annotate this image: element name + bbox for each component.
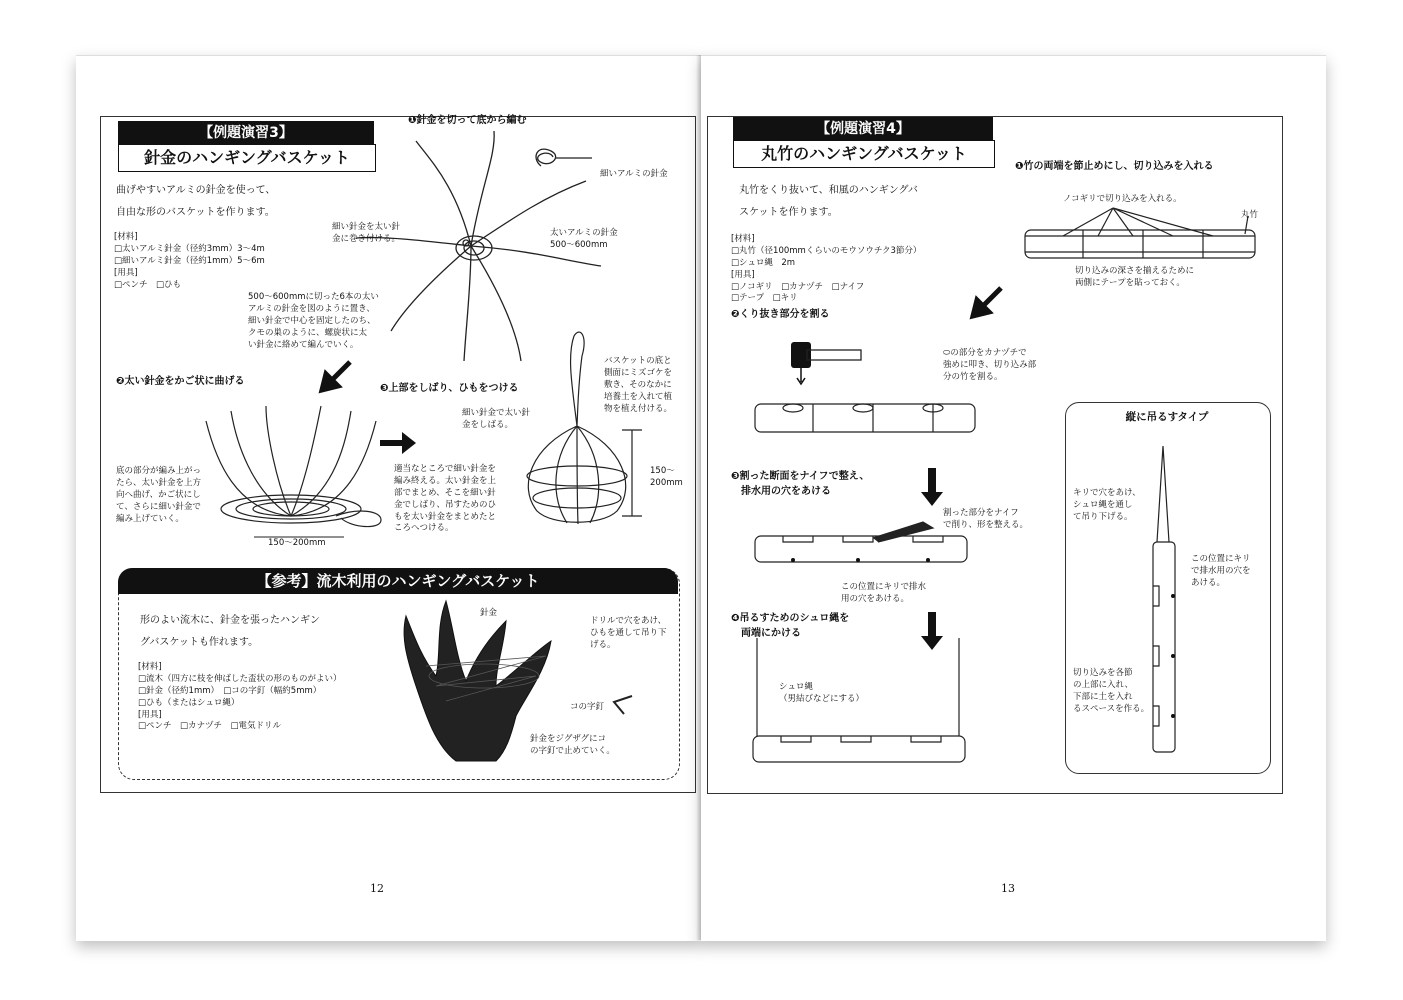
right-materials: [材料] □丸竹（径100mmくらいのモウソウチク3節分） □シュロ縄 2m [用具] □ノコギリ □カナヅチ □ナイフ □テープ □キリ (731, 234, 922, 304)
step4-rope-label: シュロ縄 （男結びなどにする） (779, 682, 865, 704)
right-step3-heading: ❸割った断面をナイフで整え、 排水用の穴をあける (731, 471, 870, 497)
bamboo-carved-illustration (753, 516, 973, 566)
vertical-type-title: 縦に吊るすタイプ (1125, 411, 1209, 423)
ref-label-nail: コの字釘 (570, 702, 605, 712)
step3-moss-note: バスケットの底と 側面にミズゴケを 敷き、そのなかに 培養土を入れて植 物を植え付ける。 (604, 356, 673, 414)
right-badge: 【例題演習4】 (733, 117, 993, 141)
left-step1-heading: ❶針金を切って底から編む (408, 115, 527, 126)
step1-note: 500～600mmに切った6本の太い アルミの針金を図のように置き、 細い針金で中心を固定したのち、 クモの巣のように、螺旋状に太 い針金に絡めて編んでいく。 (248, 292, 379, 350)
right-page-number: 13 (1001, 882, 1015, 895)
right-step2-heading: ❷くり抜き部分を割る (731, 309, 830, 320)
step2-note: 底の部分が編み上がっ たら、太い針金を上方 向へ曲げ、かご状にし て、さらに細い針金で 編み上げていく。 (116, 466, 202, 524)
right-title: 丸竹のハンギングバスケット (733, 140, 995, 168)
left-title: 針金のハンギングバスケット (118, 144, 376, 172)
left-step3-heading: ❸上部をしばり、ひもをつける (380, 383, 519, 394)
step2-note: ⬭の部分をカナヅチで 強めに叩き、切り込み部 分の竹を割る。 (943, 348, 1037, 382)
step1-note: 切り込みの深さを揃えるために 両側にテープを貼っておく。 (1075, 266, 1195, 288)
label-thick-wire: 太いアルミの針金 500～600mm (550, 228, 618, 250)
hammer-icon (789, 338, 869, 388)
left-badge: 【例題演習3】 (118, 121, 374, 145)
ref-label-zigzag: 針金をジグザグにコ の字釘で止めていく。 (530, 734, 615, 756)
step1-label-saw: ノコギリで切り込みを入れる。 (1063, 194, 1182, 204)
right-intro: 丸竹をくり抜いて、和風のハンギングバ スケットを作ります。 (739, 185, 918, 218)
vertical-note-1: キリで穴をあけ、 シュロ縄を通し て吊り下げる。 (1073, 488, 1141, 522)
left-page-number: 12 (370, 882, 384, 895)
vertical-note-3: 切り込みを各節 の上部に入れ、 下部に土を入れ るスペースを作る。 (1073, 668, 1150, 714)
left-intro: 曲げやすいアルミの針金を使って、 自由な形のバスケットを作ります。 (116, 185, 276, 218)
left-step2-heading: ❷太い針金をかご状に曲げる (116, 376, 245, 387)
reference-materials: [材料] □流木（四方に枝を伸ばした盃状の形のものがよい） □針金（径約1mm） □コの字釘（幅約5mm） □ひも（またはシュロ縄） [用具] □ペンチ □カナヅチ □電気ドリル (138, 662, 342, 732)
dim-line (254, 534, 344, 540)
left-materials: [材料] □太いアルミ針金（径約3mm）3～4m □細いアルミ針金（径約1mm）5～6m [用具] □ペンチ □ひも (114, 232, 265, 290)
bamboo-split-illustration (753, 396, 978, 436)
right-step1-heading: ❶竹の両端を節止めにし、切り込みを入れる (1015, 161, 1214, 172)
vertical-note-2: この位置にキリ で排水用の穴を あける。 (1191, 554, 1251, 588)
bamboo-cut-illustration (1023, 206, 1257, 266)
arrow-down-left-icon (320, 358, 354, 392)
step3-label-tie: 細い針金で太い針 金をしばる。 (462, 408, 531, 430)
step3-hole-note: この位置にキリで排水 用の穴をあける。 (841, 582, 927, 604)
ref-label-wire: 針金 (480, 608, 498, 618)
left-page (76, 55, 701, 941)
right-step4-heading: ❹吊るすためのシュロ縄を 両端にかける (731, 613, 850, 639)
label-thin-wire: 細いアルミの針金 (600, 169, 668, 179)
arrow-down-icon (921, 468, 943, 506)
ref-label-drill: ドリルで穴をあけ、 ひもを通して吊り下 げる。 (590, 616, 667, 650)
step3-note: 割った部分をナイフ で削り、形を整える。 (943, 508, 1029, 530)
right-page (701, 55, 1326, 941)
arrow-down-left-icon-2 (971, 284, 1005, 318)
step3-dim: 150～ 200mm (650, 466, 683, 488)
reference-intro: 形のよい流木に、針金を張ったハンギン グバスケットも作れます。 (140, 615, 320, 648)
reference-title: 【参考】流木利用のハンギングバスケット (118, 568, 678, 594)
arrow-right-icon (380, 432, 416, 454)
step1-label-bamboo: 丸竹 (1241, 210, 1259, 220)
label-wrap: 細い針金を太い針 金に巻き付ける。 (332, 222, 401, 244)
step3-note: 適当なところで細い針金を 編み終える。太い針金を上 部でまとめ、そこを細い針 金でしばり、吊すためのひ もを太い針金をまとめたと ころへつける。 (394, 464, 497, 534)
step2-dim: 150～200mm (268, 538, 326, 548)
